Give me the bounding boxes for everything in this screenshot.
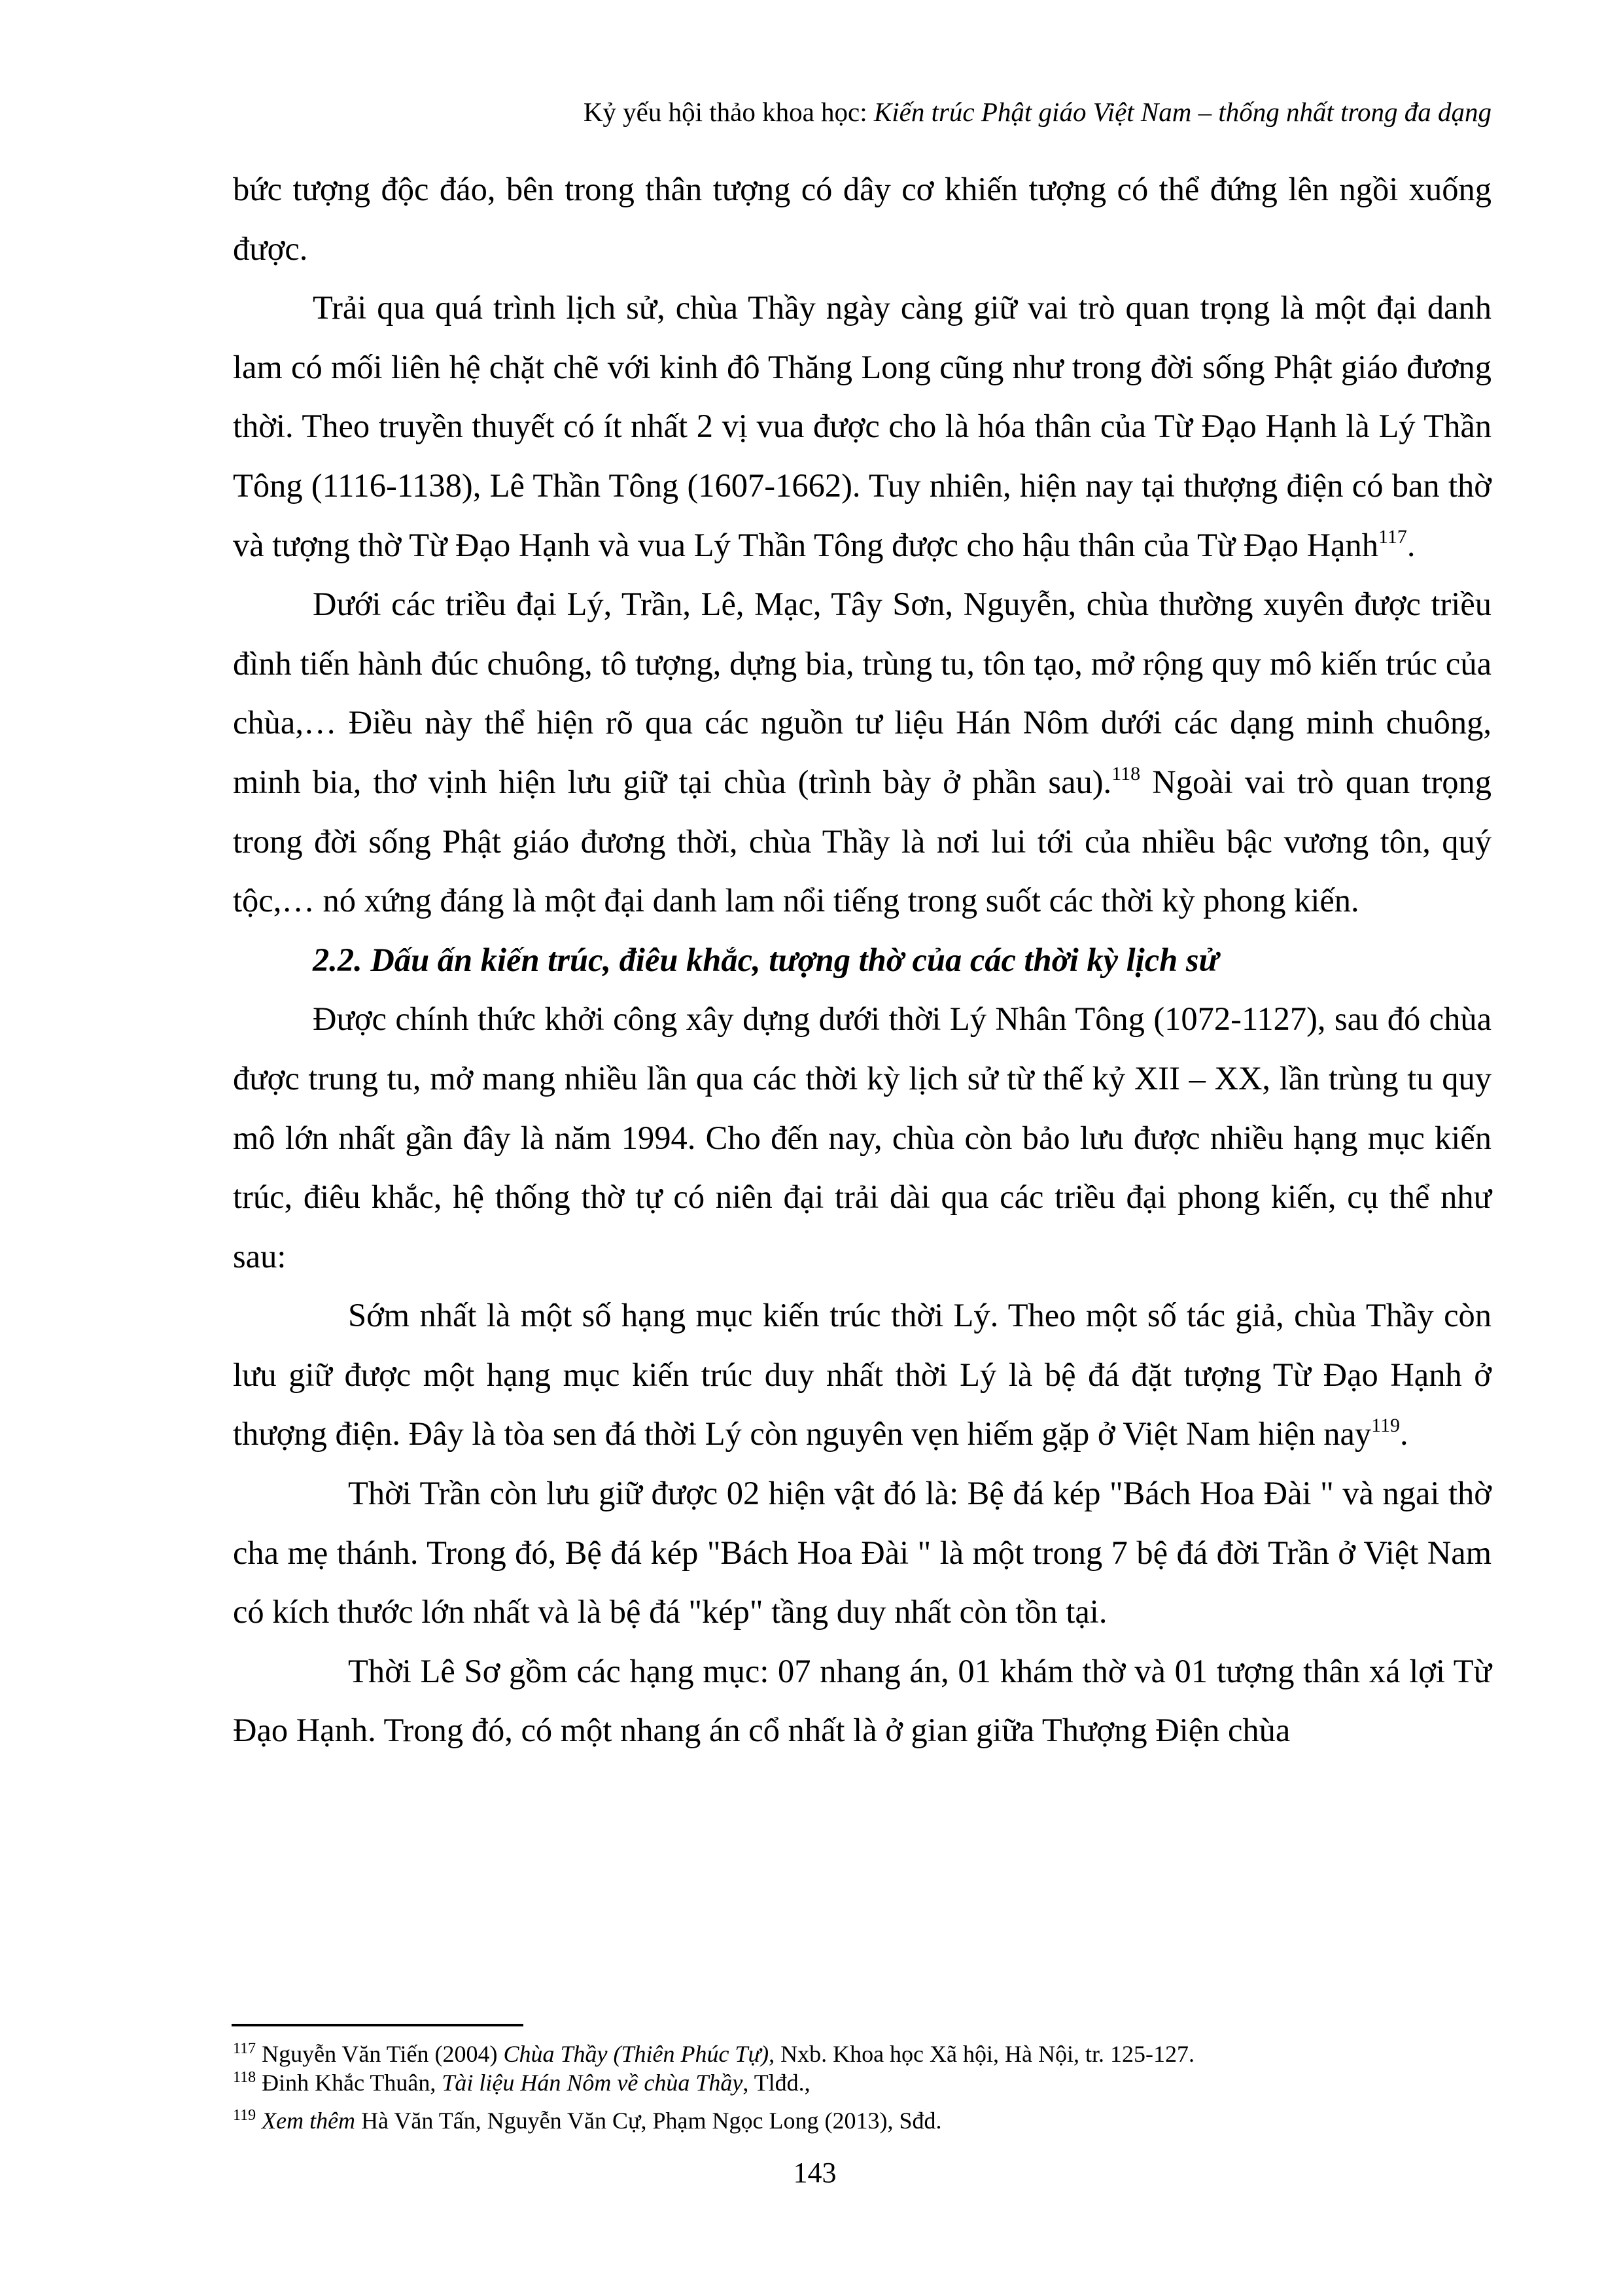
paragraph-text: Trải qua quá trình lịch sử, chùa Thầy ngày càng giữ vai trò quan trọng là một đại danh lam có mối liên hệ chặt chẽ với kinh đô Thăng Long cũng như trong đời sống Phật giáo đương thời. Theo truyền thuyết có ít nhất 2 vị vua được cho là hóa thân của Từ Đạo Hạnh là Lý Thần Tông (1116-1138), Lê Thần Tông (1607-1662). Tuy nhiên, hiện nay tại thượng điện có ban thờ và tượng thờ Từ Đạo Hạnh và vua Lý Thần Tông được cho hậu thân của Từ Đạo Hạnh (233, 289, 1492, 563)
page-number: 143 (793, 2157, 837, 2189)
footnote-separator (232, 2024, 523, 2026)
footnote-title: Chùa Thầy (Thiên Phúc Tự) (503, 2041, 769, 2067)
footnote-text: , Nxb. Khoa học Xã hội, Hà Nội, tr. 125-127. (769, 2041, 1195, 2067)
footnote-text: Nguyễn Văn Tiến (2004) (256, 2041, 504, 2067)
paragraph-text: Được chính thức khởi công xây dựng dưới thời Lý Nhân Tông (1072-1127), sau đó chùa được trung tu, mở mang nhiều lần qua các thời kỳ lịch sử từ thế kỷ XII – XX, lần trùng tu quy mô lớn nhất gần đây là năm 1994. Cho đến nay, chùa còn bảo lưu được nhiều hạng mục kiến trúc, điêu khắc, hệ thống thờ tự có niên đại trải dài qua các triều đại phong kiến, cụ thể như sau: (233, 1000, 1492, 1275)
footnote-ref-117[interactable]: 117 (1378, 525, 1407, 548)
footnote-number: 117 (233, 2040, 256, 2057)
paragraph-text: Thời Lê Sơ gồm các hạng mục: 07 nhang án, 01 khám thờ và 01 tượng thân xá lợi Từ Đạo Hạnh. Trong đó, có một nhang án cổ nhất là ở gian giữa Thượng Điện chùa (233, 1652, 1492, 1749)
footnote-119 (233, 2106, 1492, 2135)
footnote-text: Đinh Khắc Thuân, (256, 2070, 442, 2096)
paragraph-text: Sớm nhất là một số hạng mục kiến trúc thời Lý. Theo một số tác giả, chùa Thầy còn lưu giữ được một hạng mục kiến trúc duy nhất thời Lý là bệ đá đặt tượng Từ Đạo Hạnh ở thượng điện. Đây là tòa sen đá thời Lý còn nguyên vẹn hiếm gặp ở Việt Nam hiện nay (233, 1297, 1492, 1453)
paragraph-dynasties (233, 574, 1492, 930)
paragraph-end: . (1400, 1415, 1408, 1453)
footnote-118 (233, 2068, 1492, 2097)
paragraph-continuation (233, 160, 1492, 278)
footnote-text: , Tlđd., (742, 2070, 811, 2096)
footnote-117 (233, 2040, 1492, 2068)
footnote-ref-118[interactable]: 118 (1111, 762, 1141, 785)
paragraph-text: Dưới các triều đại Lý, Trần, Lê, Mạc, Tây Sơn, Nguyễn, chùa thường xuyên được triều đình tiến hành đúc chuông, tô tượng, dựng bia, trùng tu, tôn tạo, mở rộng quy mô kiến trúc của chùa,… Điều này thể hiện rõ qua các nguồn tư liệu Hán Nôm dưới các dạng minh chuông, minh bia, thơ vịnh hiện lưu giữ tại chùa (trình bày ở phần sau). (233, 586, 1492, 800)
paragraph-history (233, 278, 1492, 574)
paragraph-construction (233, 989, 1492, 1286)
footnote-ref-119[interactable]: 119 (1371, 1415, 1401, 1437)
paragraph-text: Ngoài vai trò quan trọng trong đời sống Phật giáo đương thời, chùa Thầy là nơi lui tới của nhiều bậc vương tôn, quý tộc,… nó xứng đáng là một đại danh lam nổi tiếng trong suốt các thời kỳ phong kiến. (233, 763, 1492, 919)
footnote-number: 118 (233, 2069, 256, 2086)
paragraph-text: bức tượng độc đáo, bên trong thân tượng có dây cơ khiến tượng có thể đứng lên ngồi xuống được. (233, 171, 1492, 267)
section-heading: 2.2. Dấu ấn kiến trúc, điêu khắc, tượng thờ của các thời kỳ lịch sử (313, 941, 1219, 978)
footnote-title: Tài liệu Hán Nôm về chùa Thầy (442, 2070, 743, 2096)
header-prefix: Kỷ yếu hội thảo khoa học: (583, 97, 874, 127)
paragraph-text: Thời Trần còn lưu giữ được 02 hiện vật đó là: Bệ đá kép "Bách Hoa Đài " và ngai thờ cha mẹ thánh. Trong đó, Bệ đá kép "Bách Hoa Đài " là một trong 7 bệ đá đời Trần ở Việt Nam có kích thước lớn nhất và là bệ đá "kép" tầng duy nhất còn tồn tại. (233, 1475, 1492, 1631)
footnote-title: Xem thêm (262, 2108, 356, 2134)
paragraph-tran-period (233, 1464, 1492, 1642)
running-header (584, 96, 1492, 128)
header-title: Kiến trúc Phật giáo Việt Nam – thống nhất trong đa dạng (873, 97, 1492, 127)
paragraph-le-so-period (233, 1642, 1492, 1760)
paragraph-end: . (1406, 526, 1416, 563)
paragraph-ly-period (233, 1286, 1492, 1464)
footnote-text: Hà Văn Tấn, Nguyễn Văn Cự, Phạm Ngọc Long (2013), Sđd. (355, 2108, 942, 2134)
footnotes (233, 2040, 1492, 2135)
footnote-number: 119 (233, 2107, 256, 2124)
footnote-text (256, 2108, 262, 2134)
body-text (233, 160, 1492, 1760)
